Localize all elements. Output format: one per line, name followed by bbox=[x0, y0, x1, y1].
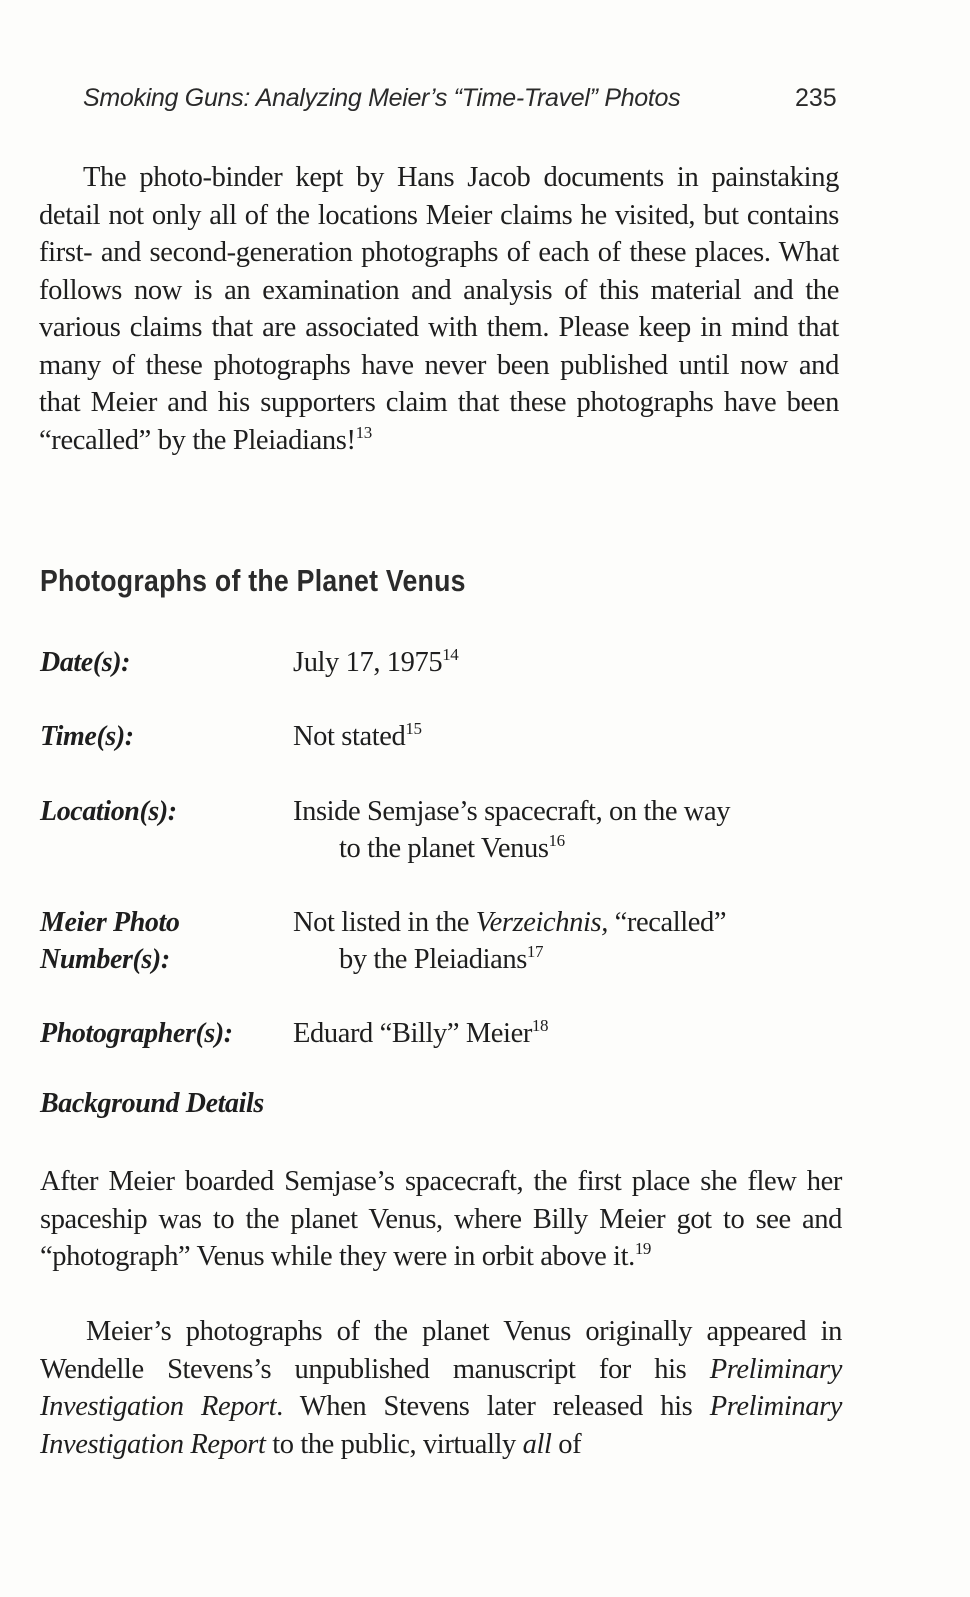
field-value-time: Not stated$^{15}$ bbox=[293, 719, 422, 752]
footnote-ref: 18 bbox=[531, 1016, 549, 1035]
footnote-ref: 13 bbox=[355, 422, 372, 442]
field-label-photographer: Photographer(s): bbox=[40, 1018, 233, 1049]
background-paragraph-1: After Meier boarded Semjase’s spacecraft, the first place she flew her spaceship was to the planet Venus, where Billy Meier got to see and “photograph” Venus while they were in orbit above it.$^{19}$ bbox=[40, 1166, 842, 1272]
field-label-photo-number: Meier Photo Number(s): bbox=[40, 907, 180, 975]
field-value-date: July 17, 1975$^{14}$ bbox=[293, 645, 459, 678]
field-value-location: Inside Semjase’s spacecraft, on the way to the planet Venus$^{16}$ bbox=[293, 796, 731, 864]
running-head: Smoking Guns: Analyzing Meier’s “Time-Travel” Photos bbox=[83, 84, 681, 112]
field-label-date: Date(s): bbox=[40, 647, 131, 678]
emphasis: all bbox=[522, 1428, 552, 1460]
section-heading: Photographs of the Planet Venus bbox=[40, 563, 466, 598]
footnote-ref: 19 bbox=[634, 1239, 652, 1258]
field-value-photographer: Eduard “Billy” Meier$^{18}$ bbox=[293, 1016, 549, 1049]
footnote-ref: 17 bbox=[526, 942, 544, 961]
intro-paragraph-text: The photo-binder kept by Hans Jacob documents in painstaking detail not only all of the locations Meier claims he visited, but contains first- and second-generation photographs of each of these places. What follows now is an examination and analysis of this material and the various claims that are associated with them. Please keep in mind that many of these photographs have never been published until now and that Meier and his supporters claim that these photographs have been “recalled” by the Pleiadians! bbox=[39, 162, 839, 456]
background-paragraph-2: Meier’s photographs of the planet Venus originally appeared in Wendelle Stevens’s unpublished manuscript for his Preliminary Investigation Report. When Stevens later released his Preliminary Investigation Report to the public, virtually all of bbox=[40, 1316, 843, 1460]
page-number: 235 bbox=[795, 84, 837, 112]
footnote-ref: 14 bbox=[442, 645, 459, 664]
footnote-ref: 16 bbox=[548, 831, 565, 850]
report-title: Preliminary Investigation Report bbox=[40, 1353, 842, 1422]
field-label-location: Location(s): bbox=[40, 796, 177, 827]
field-value-photo-number: Not listed in the Verzeichnis, “recalled” by the Pleiadians$^{17}$ bbox=[293, 907, 727, 975]
report-title: Preliminary Investigation Report bbox=[40, 1391, 843, 1460]
subheading-background-details: Background Details bbox=[40, 1088, 264, 1119]
field-label-time: Time(s): bbox=[40, 721, 134, 752]
footnote-ref: 15 bbox=[405, 719, 422, 738]
intro-paragraph bbox=[39, 159, 839, 459]
